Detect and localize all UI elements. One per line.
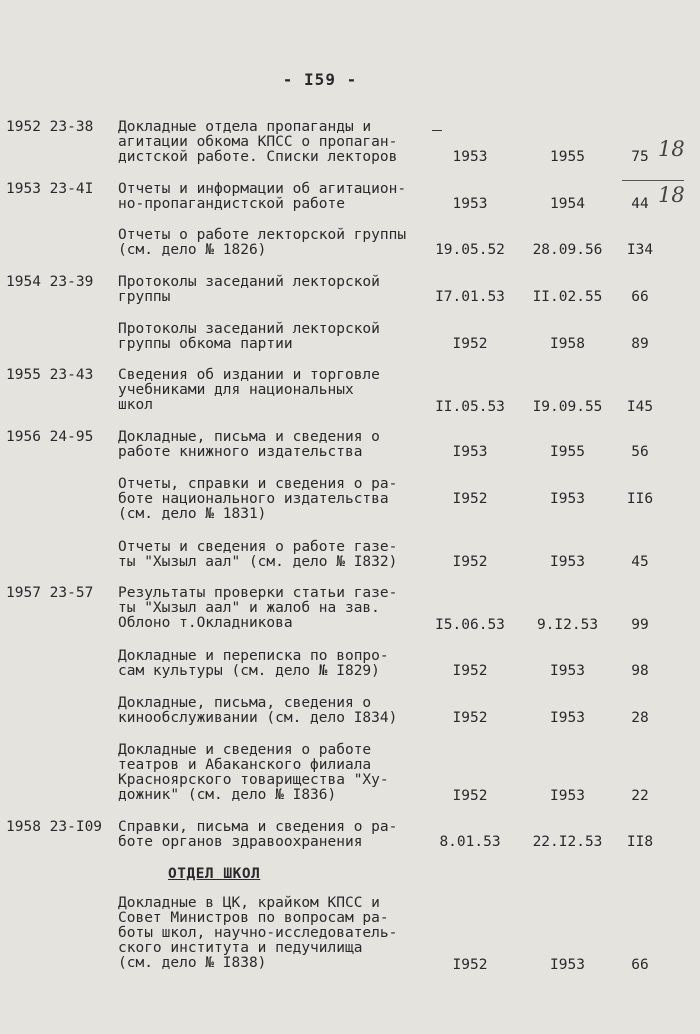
- entry-description: Протоколы заседаний лекторской группы: [118, 274, 380, 305]
- entry-description: Результаты проверки статьи газе- ты "Хызыл аал" и жалоб на зав. Облоно т.Окладникова: [118, 585, 398, 631]
- start-date: I952: [452, 491, 488, 507]
- start-date: 8.01.53: [439, 834, 501, 850]
- start-date: I5.06.53: [435, 617, 505, 633]
- end-date: I953: [550, 957, 585, 973]
- end-date: I953: [550, 554, 585, 570]
- end-date: 1954: [550, 196, 585, 212]
- sheet-count: I34: [626, 242, 654, 258]
- start-date: I953: [452, 444, 488, 460]
- sheet-count: 99: [631, 617, 649, 633]
- start-date: I952: [452, 957, 488, 973]
- entry-description: Отчеты, справки и сведения о ра- боте национального издательства (см. дело № 1831): [118, 476, 398, 522]
- start-date: II.05.53: [435, 399, 505, 415]
- sheet-count: 89: [631, 336, 649, 352]
- end-date: 28.09.56: [532, 242, 603, 258]
- start-date: I7.01.53: [435, 289, 505, 305]
- end-date: 1955: [550, 149, 585, 165]
- entry-description: Протоколы заседаний лекторской группы обкома партии: [118, 321, 380, 352]
- page-number: - I59 -: [282, 70, 358, 89]
- sheet-count: 28: [631, 710, 649, 726]
- end-date: I9.09.55: [532, 399, 603, 415]
- end-date: 9.I2.53: [536, 617, 599, 633]
- start-date: I952: [452, 710, 488, 726]
- entry-description: Справки, письма и сведения о ра- боте органов здравоохранения: [118, 819, 398, 850]
- section-heading: ОТДЕЛ ШКОЛ: [168, 866, 261, 882]
- sheet-count: 66: [631, 289, 649, 305]
- entry-description: Докладные, письма и сведения о работе книжного издательства: [118, 429, 380, 460]
- entry-description: Докладные, письма, сведения о кинообслуживании (см. дело I834): [118, 695, 398, 726]
- pencil-mark: [432, 130, 442, 131]
- end-date: 22.I2.53: [532, 834, 603, 850]
- end-date: I953: [550, 788, 585, 804]
- sheet-count: 44: [631, 196, 649, 212]
- start-date: 19.05.52: [435, 242, 505, 258]
- start-date: I952: [452, 788, 488, 804]
- start-date: I952: [452, 336, 488, 352]
- entry-description: Докладные отдела пропаганды и агитации обкома КПСС о пропаган- дистской работе. Списки лекторов: [118, 119, 398, 165]
- entry-description: Докладные и сведения о работе театров и Абаканского филиала Красноярского товарищества "Ху- дожник" (см. дело № I836): [118, 742, 389, 803]
- entry-description: Отчеты и информации об агитацион- но-пропагандистской работе: [118, 181, 407, 212]
- start-date: I952: [452, 663, 488, 679]
- end-date: I953: [550, 710, 585, 726]
- sheet-count: 66: [631, 957, 649, 973]
- end-date: I955: [550, 444, 585, 460]
- entry-description: Отчеты и сведения о работе газе- ты "Хызыл аал" (см. дело № I832): [118, 539, 398, 570]
- sheet-count: 45: [631, 554, 649, 570]
- end-date: I953: [550, 491, 585, 507]
- underline-mark: [622, 180, 684, 181]
- entry-description: Отчеты о работе лекторской группы (см. дело № 1826): [118, 227, 407, 258]
- sheet-count: I45: [626, 399, 654, 415]
- entry-number: 1957 23-57: [6, 585, 94, 601]
- end-date: I958: [550, 336, 585, 352]
- sheet-count: 75: [631, 149, 649, 165]
- entry-number: 1955 23-43: [6, 367, 94, 383]
- end-date: I953: [550, 663, 585, 679]
- start-date: 1953: [452, 149, 488, 165]
- handwritten-number: 18: [658, 137, 685, 161]
- start-date: I952: [452, 554, 488, 570]
- sheet-count: 98: [631, 663, 649, 679]
- entry-number: 1953 23-4I: [6, 181, 94, 197]
- end-date: II.02.55: [532, 289, 603, 305]
- entry-number: 1958 23-I09: [6, 819, 103, 835]
- handwritten-number: 18: [658, 183, 685, 207]
- entry-description: Сведения об издании и торговле учебниками для национальных школ: [118, 367, 380, 413]
- sheet-count: 22: [631, 788, 649, 804]
- sheet-count: II6: [626, 491, 654, 507]
- entry-description: Докладные и переписка по вопро- сам культуры (см. дело № I829): [118, 648, 389, 679]
- entry-description: Докладные в ЦК, крайком КПСС и Совет Министров по вопросам ра- боты школ, научно-исследователь- ского института и педучилища (см. дело № I838): [118, 895, 398, 971]
- start-date: 1953: [452, 196, 488, 212]
- sheet-count: II8: [626, 834, 654, 850]
- entry-number: 1952 23-38: [6, 119, 94, 135]
- sheet-count: 56: [631, 444, 649, 460]
- entry-number: 1954 23-39: [6, 274, 94, 290]
- entry-number: 1956 24-95: [6, 429, 94, 445]
